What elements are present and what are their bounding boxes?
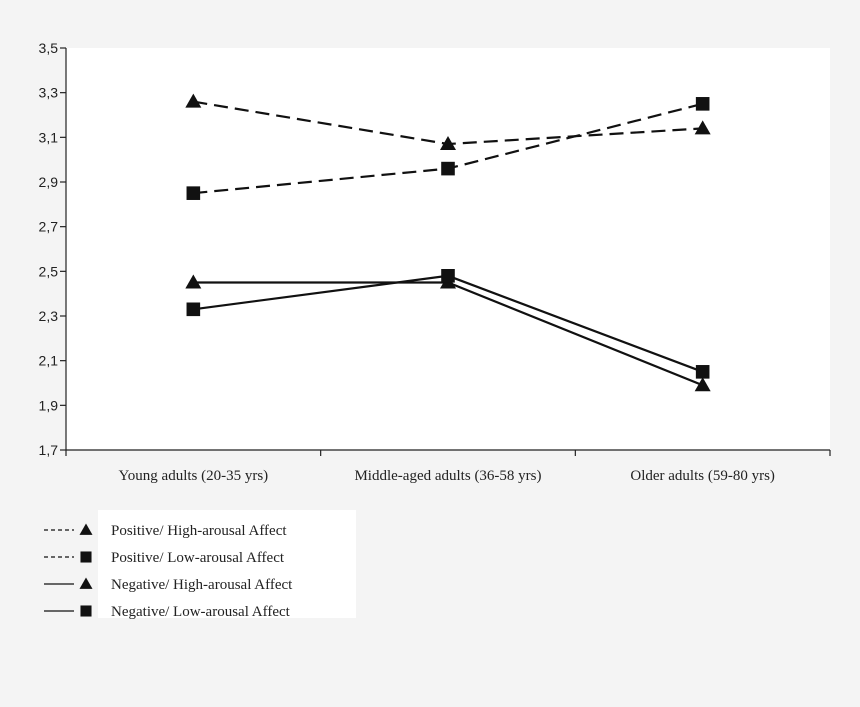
legend-label: Positive/ High-arousal Affect — [111, 523, 287, 539]
y-tick-label: 1,7 — [38, 442, 58, 458]
data-point — [696, 97, 710, 111]
x-tick-label: Older adults (59-80 yrs) — [630, 468, 775, 484]
x-tick-label: Young adults (20-35 yrs) — [118, 468, 269, 484]
y-tick-label: 2,5 — [38, 263, 58, 280]
y-tick-label: 3,1 — [38, 129, 58, 146]
x-tick-label: Middle-aged adults (36-58 yrs) — [354, 468, 542, 484]
data-point — [441, 269, 455, 283]
legend-item — [44, 577, 293, 593]
legend-marker — [80, 524, 93, 535]
legend-marker — [80, 605, 91, 616]
y-tick-label: 2,7 — [38, 218, 58, 235]
data-point — [696, 365, 710, 379]
y-tick-label: 3,3 — [38, 84, 58, 101]
legend-label: Negative/ High-arousal Affect — [111, 577, 293, 593]
plot-area — [66, 48, 830, 450]
y-tick-label: 1,9 — [38, 397, 58, 414]
legend-item — [44, 523, 287, 539]
legend-item — [44, 604, 291, 620]
data-point — [187, 186, 201, 200]
legend-item — [44, 550, 285, 566]
y-tick-label: 3,5 — [38, 40, 58, 56]
data-point — [187, 303, 201, 317]
data-point — [441, 162, 455, 176]
legend-marker — [80, 578, 93, 589]
legend-label: Negative/ Low-arousal Affect — [111, 604, 290, 620]
legend-marker — [80, 551, 91, 562]
y-tick-label: 2,9 — [38, 174, 58, 190]
y-tick-label: 2,3 — [38, 308, 58, 324]
legend-label: Positive/ Low-arousal Affect — [111, 550, 285, 566]
y-tick-label: 2,1 — [38, 352, 58, 369]
